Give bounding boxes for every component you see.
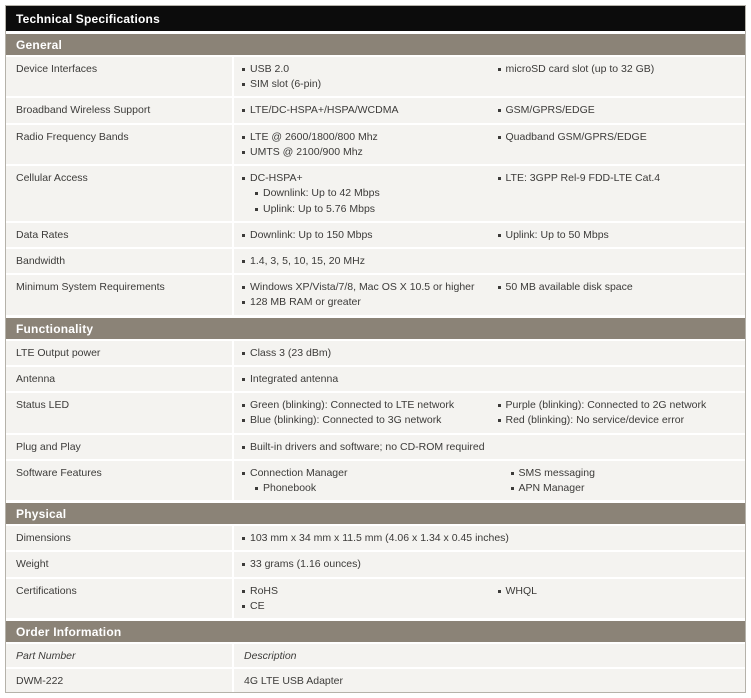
spec-label: Software Features (6, 461, 234, 500)
spec-label: Certifications (6, 579, 234, 618)
spec-item: UMTS @ 2100/900 Mhz (240, 145, 484, 160)
description-header: Description (244, 650, 297, 663)
spec-label: Weight (6, 552, 234, 576)
spec-label: Radio Frequency Bands (6, 125, 234, 164)
section-header-physical: Physical (6, 503, 745, 524)
spec-row (6, 223, 745, 247)
spec-row (6, 275, 745, 314)
spec-items-column (490, 98, 746, 122)
spec-row (6, 125, 745, 164)
order-row (6, 669, 745, 692)
spec-row-content (234, 367, 745, 391)
spec-items-column (234, 552, 490, 576)
spec-row (6, 552, 745, 576)
spec-item: SMS messaging (509, 466, 740, 481)
spec-row-content (234, 57, 745, 96)
spec-items-column (490, 249, 746, 273)
spec-items-column (234, 166, 490, 221)
spec-row-content (234, 166, 745, 221)
spec-row-content (234, 461, 745, 500)
spec-row-content (234, 552, 745, 576)
spec-item: DC-HSPA+ (240, 171, 484, 186)
spec-item: 1.4, 3, 5, 10, 15, 20 MHz (240, 254, 484, 269)
section-header-general: General (6, 34, 745, 55)
spec-label: Data Rates (6, 223, 234, 247)
spec-items-column (490, 166, 746, 221)
spec-row (6, 393, 745, 432)
spec-item: SIM slot (6-pin) (240, 77, 484, 92)
spec-items-column (234, 341, 490, 365)
spec-item: 50 MB available disk space (496, 280, 740, 295)
spec-items-column (490, 579, 746, 618)
spec-label: Antenna (6, 367, 234, 391)
spec-items-column (234, 526, 509, 550)
spec-items-column (234, 367, 490, 391)
page-title: Technical Specifications (6, 6, 745, 31)
spec-row-content (234, 275, 745, 314)
spec-items-column (490, 125, 746, 164)
spec-items-column (234, 223, 490, 247)
spec-item: Built-in drivers and software; no CD-ROM required (240, 440, 484, 455)
spec-item: Downlink: Up to 150 Mbps (240, 228, 484, 243)
spec-row-content (234, 526, 745, 550)
spec-label: Dimensions (6, 526, 234, 550)
spec-row (6, 98, 745, 122)
spec-item: LTE/DC-HSPA+/HSPA/WCDMA (240, 103, 484, 118)
spec-row-content (234, 98, 745, 122)
spec-row-content (234, 341, 745, 365)
spec-items-column (490, 57, 746, 96)
section-header-order-information: Order Information (6, 621, 745, 642)
spec-items-column (234, 435, 490, 459)
spec-items-column (490, 275, 746, 314)
spec-label: Broadband Wireless Support (6, 98, 234, 122)
spec-label: Minimum System Requirements (6, 275, 234, 314)
part-number-value: DWM-222 (6, 669, 234, 692)
spec-row (6, 579, 745, 618)
order-header-row (6, 644, 745, 667)
spec-row (6, 166, 745, 221)
spec-label: Status LED (6, 393, 234, 432)
spec-items-column (234, 393, 490, 432)
spec-items-column (234, 57, 490, 96)
spec-row-content (234, 249, 745, 273)
spec-label: Cellular Access (6, 166, 234, 221)
spec-item: Uplink: Up to 50 Mbps (496, 228, 740, 243)
spec-item: Downlink: Up to 42 Mbps (253, 186, 484, 201)
spec-item: Class 3 (23 dBm) (240, 346, 484, 361)
spec-items-column (234, 249, 490, 273)
spec-item: Connection Manager (240, 466, 484, 481)
spec-item: microSD card slot (up to 32 GB) (496, 62, 740, 77)
spec-item: Uplink: Up to 5.76 Mbps (253, 202, 484, 217)
spec-item: Integrated antenna (240, 372, 484, 387)
description-value: 4G LTE USB Adapter (244, 675, 344, 688)
spec-row (6, 526, 745, 550)
spec-label: Plug and Play (6, 435, 234, 459)
spec-row (6, 249, 745, 273)
spec-items-column (490, 552, 746, 576)
part-number-header: Part Number (6, 644, 234, 667)
spec-label: Bandwidth (6, 249, 234, 273)
spec-row-content (234, 435, 745, 459)
spec-item: Quadband GSM/GPRS/EDGE (496, 130, 740, 145)
spec-row-content (234, 393, 745, 432)
spec-items-column (490, 435, 746, 459)
spec-items-column (490, 393, 746, 432)
spec-item: USB 2.0 (240, 62, 484, 77)
spec-item: 103 mm x 34 mm x 11.5 mm (4.06 x 1.34 x 0.45 inches) (240, 531, 484, 546)
spec-item: Red (blinking): No service/device error (496, 413, 740, 428)
spec-items-column (234, 461, 490, 500)
spec-item: LTE: 3GPP Rel-9 FDD-LTE Cat.4 (496, 171, 740, 186)
spec-item: CE (240, 599, 484, 614)
spec-item: Windows XP/Vista/7/8, Mac OS X 10.5 or higher (240, 280, 484, 295)
section-header-functionality: Functionality (6, 318, 745, 339)
spec-item: Green (blinking): Connected to LTE network (240, 398, 484, 413)
spec-items-column (490, 526, 746, 550)
spec-row (6, 435, 745, 459)
spec-item: WHQL (496, 584, 740, 599)
spec-item: 33 grams (1.16 ounces) (240, 557, 484, 572)
spec-item: Phonebook (253, 481, 484, 496)
spec-item: 128 MB RAM or greater (240, 295, 484, 310)
spec-items-column (234, 579, 490, 618)
spec-item: APN Manager (509, 481, 740, 496)
spec-label: Device Interfaces (6, 57, 234, 96)
spec-row (6, 461, 745, 500)
spec-row-content (234, 125, 745, 164)
spec-row (6, 57, 745, 96)
spec-sheet (5, 5, 746, 693)
spec-row (6, 341, 745, 365)
spec-items-column (490, 341, 746, 365)
spec-label: LTE Output power (6, 341, 234, 365)
spec-items-column (234, 98, 490, 122)
spec-row-content (234, 579, 745, 618)
spec-item: LTE @ 2600/1800/800 Mhz (240, 130, 484, 145)
spec-items-column (234, 275, 490, 314)
spec-item: GSM/GPRS/EDGE (496, 103, 740, 118)
spec-items-column (234, 125, 490, 164)
spec-item: Purple (blinking): Connected to 2G network (496, 398, 740, 413)
spec-item: Blue (blinking): Connected to 3G network (240, 413, 484, 428)
spec-items-column (490, 223, 746, 247)
spec-items-column (490, 367, 746, 391)
spec-items-column (490, 461, 746, 500)
spec-item: RoHS (240, 584, 484, 599)
spec-row-content (234, 223, 745, 247)
spec-row (6, 367, 745, 391)
